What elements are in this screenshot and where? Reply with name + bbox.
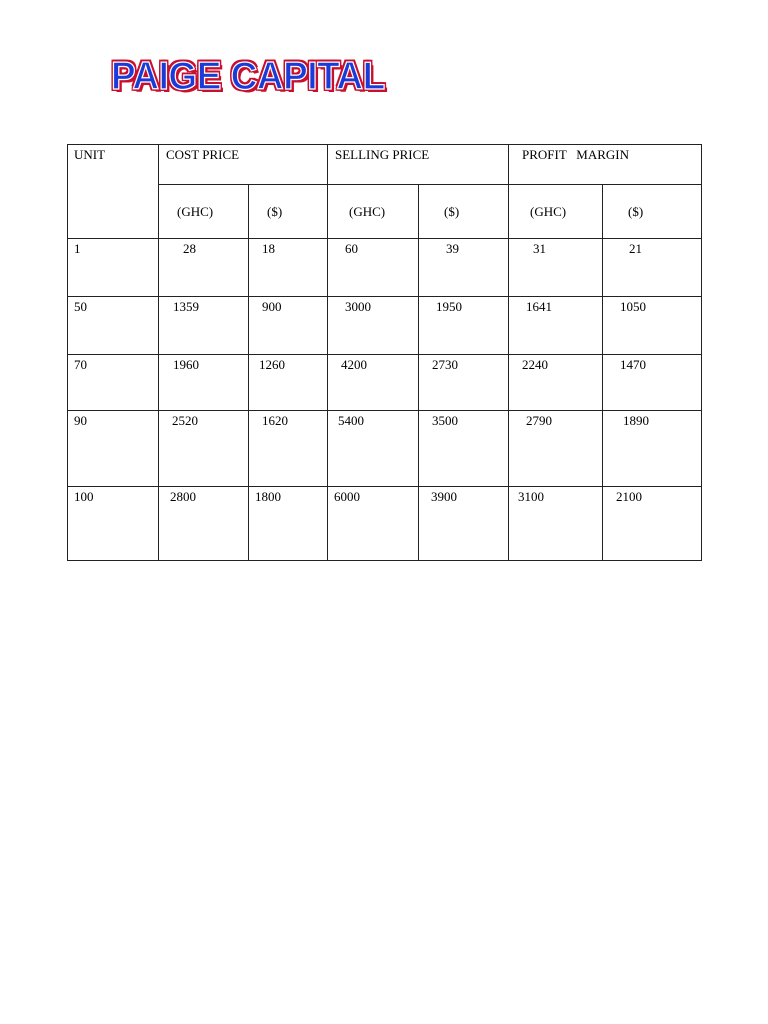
table-cell: 900 [249, 297, 328, 355]
table-cell: 21 [603, 239, 702, 297]
table-row [68, 355, 702, 411]
table-cell: 1800 [249, 487, 328, 561]
table-cell: 50 [68, 297, 159, 355]
table-cell: 1 [68, 239, 159, 297]
table-row [68, 411, 702, 487]
table-cell: 60 [328, 239, 419, 297]
header-profit-margin: PROFIT MARGIN [509, 145, 702, 185]
table-cell: 5400 [328, 411, 419, 487]
header-cost-price: COST PRICE [159, 145, 328, 185]
table-cell: 2730 [419, 355, 509, 411]
header-unit: UNIT [68, 145, 159, 239]
table-cell: 1050 [603, 297, 702, 355]
table-cell: 2240 [509, 355, 603, 411]
table-cell: 1960 [159, 355, 249, 411]
table-cell: 90 [68, 411, 159, 487]
table-cell: 2800 [159, 487, 249, 561]
table-cell: 2520 [159, 411, 249, 487]
header-row [68, 145, 702, 185]
table-cell: 1470 [603, 355, 702, 411]
table-cell: 6000 [328, 487, 419, 561]
paige-capital-logo: PAIGE CAPITAL [111, 54, 385, 98]
table-cell: 2790 [509, 411, 603, 487]
table-row [68, 297, 702, 355]
table-cell: 1260 [249, 355, 328, 411]
subheader-selling-usd: ($) [419, 185, 509, 239]
currency-row [68, 185, 702, 239]
table-cell: 3000 [328, 297, 419, 355]
table-cell: 1950 [419, 297, 509, 355]
subheader-profit-ghc: (GHC) [509, 185, 603, 239]
table-cell: 1620 [249, 411, 328, 487]
table-cell: 100 [68, 487, 159, 561]
table-cell: 39 [419, 239, 509, 297]
table-cell: 4200 [328, 355, 419, 411]
table-cell: 1641 [509, 297, 603, 355]
header-selling-price: SELLING PRICE [328, 145, 509, 185]
table-cell: 31 [509, 239, 603, 297]
table-cell: 2100 [603, 487, 702, 561]
subheader-selling-ghc: (GHC) [328, 185, 419, 239]
table-cell: 70 [68, 355, 159, 411]
subheader-cost-ghc: (GHC) [159, 185, 249, 239]
table-row [68, 239, 702, 297]
table-cell: 18 [249, 239, 328, 297]
table-cell: 1890 [603, 411, 702, 487]
table-cell: 28 [159, 239, 249, 297]
price-table [67, 144, 702, 561]
subheader-cost-usd: ($) [249, 185, 328, 239]
table-cell: 3500 [419, 411, 509, 487]
table-cell: 3900 [419, 487, 509, 561]
table-cell: 3100 [509, 487, 603, 561]
table-cell: 1359 [159, 297, 249, 355]
table-row [68, 487, 702, 561]
subheader-profit-usd: ($) [603, 185, 702, 239]
